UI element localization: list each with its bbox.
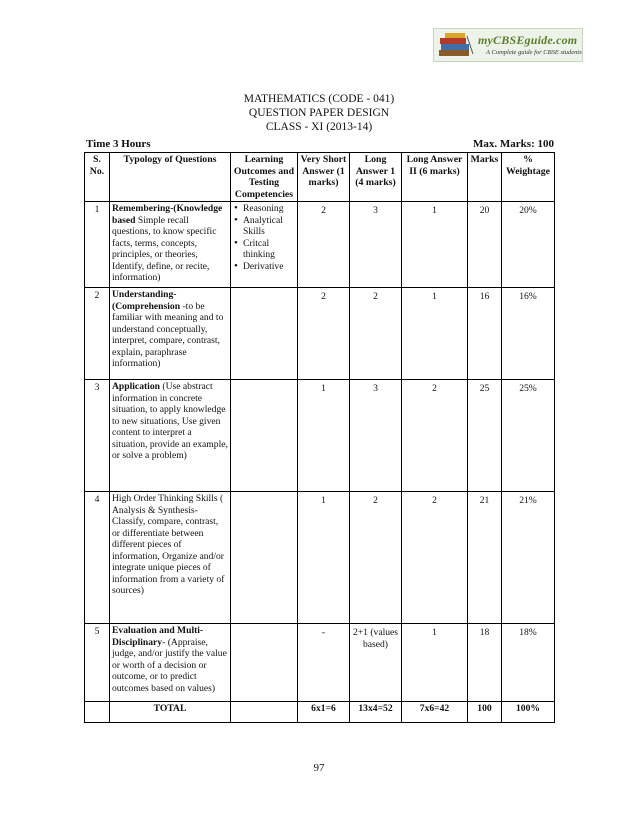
total-row: [85, 702, 555, 723]
col-header-typology: Typology of Questions: [110, 153, 231, 202]
cell-la2: 1: [402, 202, 468, 288]
cell-sno: 5: [85, 624, 110, 702]
table-row: [85, 288, 555, 380]
typology-bold: Remembering-(Knowledge based: [112, 203, 223, 226]
typology-text: -to be familiar with meaning and to understand conceptually, interpret, compare, contrast, explain, paraphrase information): [112, 300, 224, 369]
cell-vsa: 1: [298, 380, 350, 492]
table-row: [85, 380, 555, 492]
paper-title: MATHEMATICS (CODE - 041): [243, 93, 395, 105]
col-header-marks: Marks: [468, 153, 502, 202]
list-item: • Analytical Skills: [233, 215, 295, 238]
table-row: [85, 624, 555, 702]
cell-weightage: 21%: [502, 492, 555, 624]
logo-brand-text: myCBSEguide.com: [478, 33, 578, 47]
col-header-la1: Long Answer 1 (4 marks): [350, 153, 402, 202]
time-label: Time 3 Hours: [86, 138, 151, 150]
cell-sno: 3: [85, 380, 110, 492]
table-row: [85, 492, 555, 624]
total-marks: 100: [468, 702, 502, 723]
cell-outcomes: [231, 492, 298, 624]
cell-outcomes: [231, 702, 298, 723]
typology-bold: Evaluation and Multi-Disciplinary: [112, 625, 204, 648]
question-design-table: [84, 152, 555, 723]
cell-marks: 20: [468, 202, 502, 288]
cell-weightage: 16%: [502, 288, 555, 380]
total-label: TOTAL: [110, 702, 231, 723]
table-header-row: [85, 153, 555, 202]
cell-vsa: 2: [298, 288, 350, 380]
col-header-vsa: Very Short Answer (1 marks): [298, 153, 350, 202]
col-header-la2: Long Answer II (6 marks): [402, 153, 468, 202]
col-header-outcomes: Learning Outcomes and Testing Competencies: [231, 153, 298, 202]
typology-text: Simple recall questions, to know specific facts, terms, concepts, principles, or theories, Identify, define, or recite, information): [112, 214, 217, 283]
total-vsa: 6x1=6: [298, 702, 350, 723]
logo-tagline: A Complete guide for CBSE students: [486, 49, 582, 56]
cell-marks: 25: [468, 380, 502, 492]
list-item: • Critcal thinking: [233, 238, 295, 261]
cell-marks: 18: [468, 624, 502, 702]
cell-vsa: 2: [298, 202, 350, 288]
cell-la1: 3: [350, 202, 402, 288]
paper-class: CLASS - XI (2013-14): [265, 121, 373, 133]
cell-la1: 2: [350, 288, 402, 380]
typology-bold: Understanding-(Comprehension: [112, 289, 181, 312]
cell-outcomes: [231, 202, 298, 288]
total-la1: 13x4=52: [350, 702, 402, 723]
typology-text: - (Appraise, judge, and/or justify the value or worth of a decision or outcome, or to predict outcomes based on values): [112, 636, 227, 694]
max-marks-label: Max. Marks: 100: [473, 138, 554, 150]
typology-text: High Order Thinking Skills ( Analysis & Synthesis- Classify, compare, contrast, or differentiate between different pieces of information, Organize and/or integrate unique pieces of information from a variety of sources): [112, 493, 225, 596]
table-row: [85, 202, 555, 288]
cell-la2: 2: [402, 380, 468, 492]
cell-outcomes: [231, 380, 298, 492]
cell-typology: [110, 202, 231, 288]
cell-typology: [110, 380, 231, 492]
outcomes-list: [233, 203, 295, 272]
cell-vsa: 1: [298, 492, 350, 624]
col-header-weightage: % Weightage: [502, 153, 555, 202]
cell-sno: 1: [85, 202, 110, 288]
paper-subtitle: QUESTION PAPER DESIGN: [248, 107, 390, 119]
cell-weightage: 20%: [502, 202, 555, 288]
cell-sno: 4: [85, 492, 110, 624]
list-item: • Reasoning: [233, 203, 295, 215]
cell-outcomes: [231, 288, 298, 380]
cell-sno: 2: [85, 288, 110, 380]
cell-weightage: 18%: [502, 624, 555, 702]
cell-vsa: -: [298, 624, 350, 702]
books-icon: [437, 32, 475, 58]
typology-text: (Use abstract information in concrete situation, to apply knowledge to new situations, Use given content to interpret a situation, provide an example, or solve a problem): [112, 381, 228, 461]
cell-la1: 3: [350, 380, 402, 492]
cell-weightage: 25%: [502, 380, 555, 492]
total-weightage: 100%: [502, 702, 555, 723]
total-la2: 7x6=42: [402, 702, 468, 723]
cell-la2: 1: [402, 288, 468, 380]
list-item: • Derivative: [233, 261, 295, 273]
cell-typology: [110, 492, 231, 624]
cell-outcomes: [231, 624, 298, 702]
cell-typology: [110, 288, 231, 380]
mycbseguide-logo: [433, 28, 583, 62]
col-header-sno: S. No.: [85, 153, 110, 202]
cell-typology: [110, 624, 231, 702]
cell-marks: 16: [468, 288, 502, 380]
page-number: 97: [313, 762, 325, 774]
cell-la1: 2+1 (values based): [350, 624, 402, 702]
typology-bold: Application: [112, 381, 160, 392]
cell-la1: 2: [350, 492, 402, 624]
cell-sno: [85, 702, 110, 723]
cell-la2: 2: [402, 492, 468, 624]
cell-la2: 1: [402, 624, 468, 702]
cell-marks: 21: [468, 492, 502, 624]
